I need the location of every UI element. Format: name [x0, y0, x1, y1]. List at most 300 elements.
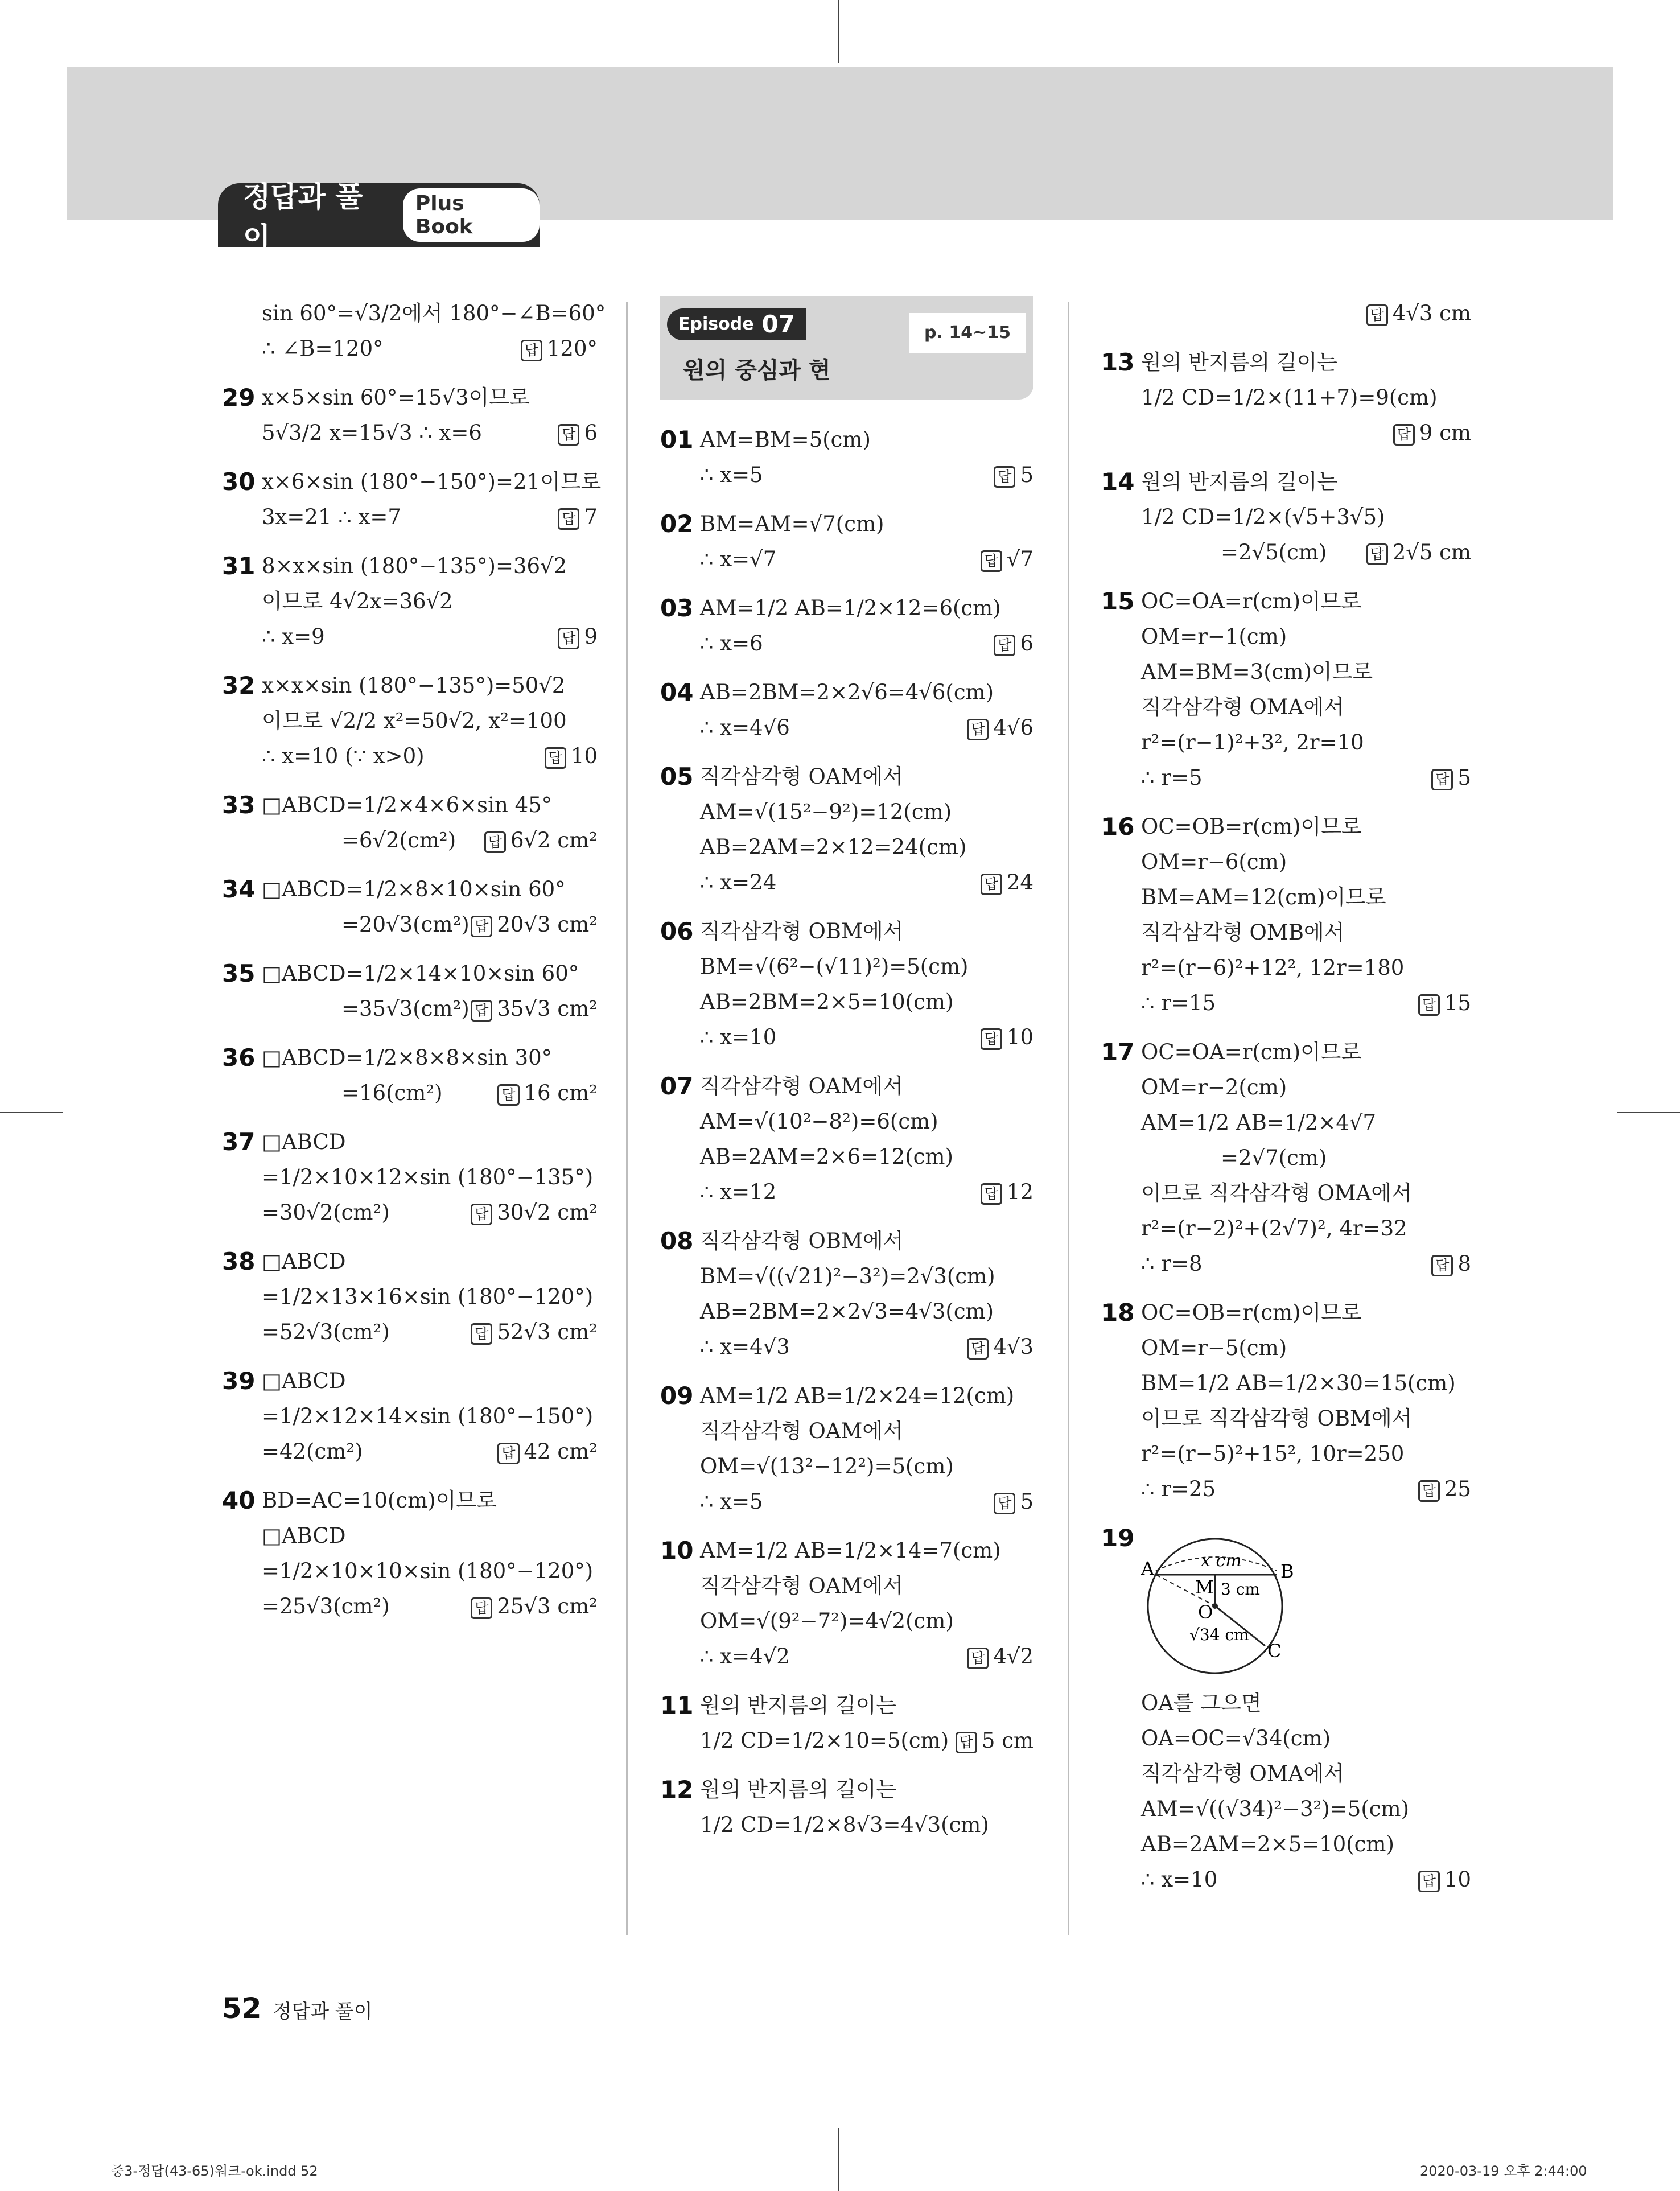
column-divider-2 [1068, 302, 1069, 1935]
problem-number: 18 [1101, 1299, 1135, 1327]
solution-line [1141, 380, 1471, 415]
answer-mark-icon: 답 [1431, 1255, 1453, 1276]
solution-line [1141, 1756, 1471, 1791]
problem-number: 14 [1101, 468, 1135, 496]
solution-text: AB=2AM=2×12=24(cm) [700, 835, 967, 859]
answer [994, 458, 1033, 493]
answer-value: 10 [1006, 1025, 1033, 1049]
answer-mark-icon: 답 [994, 1493, 1015, 1514]
point-o-label: O [1198, 1601, 1213, 1623]
solution-text: =30√2(cm²) [262, 1200, 390, 1225]
answer-value: 25 [1444, 1477, 1471, 1501]
solution-text: =1/2×10×10×sin (180°−120°) [262, 1559, 594, 1583]
solution-line [700, 675, 1033, 710]
solution-text: =35√3(cm²) [341, 996, 470, 1021]
answer-mark-icon: 답 [956, 1732, 977, 1753]
problem-item [660, 422, 1033, 493]
solution-text: ∴ x=5 [700, 463, 763, 487]
solution-line [700, 985, 1033, 1020]
solution-text: □ABCD=1/2×8×8×sin 30° [262, 1045, 553, 1070]
episode-number: 07 [761, 310, 795, 338]
solution-line [262, 1195, 598, 1230]
solution-text: r²=(r−2)²+(2√7)², 4r=32 [1141, 1216, 1407, 1241]
problem-item [222, 296, 606, 366]
answer-mark-icon: 답 [471, 1597, 492, 1619]
answer-mark-icon: 답 [981, 1183, 1002, 1205]
solution-line [262, 415, 598, 451]
problem-number: 07 [660, 1072, 694, 1100]
solution-text: ∴ x=√7 [700, 547, 777, 571]
solution-line [1141, 1436, 1471, 1472]
problem-item [222, 1125, 598, 1230]
solution-text: 원의 반지름의 길이는 [1141, 350, 1338, 374]
solution-line [1141, 1035, 1471, 1070]
oc-length-label: √34 cm [1189, 1625, 1249, 1644]
solution-line [1141, 500, 1471, 535]
answer-mark-icon: 답 [1418, 1480, 1440, 1502]
solution-text: OM=r−6(cm) [1141, 850, 1287, 874]
solution-line [262, 956, 598, 991]
solution-text: =1/2×13×16×sin (180°−120°) [262, 1284, 594, 1309]
episode-badge [667, 308, 806, 340]
solution-line [262, 619, 598, 654]
solution-text: OA=OC=√34(cm) [1141, 1726, 1331, 1751]
problem-item [660, 1533, 1033, 1674]
solution-line [1141, 950, 1471, 986]
problem-item [222, 1483, 598, 1624]
solution-line [700, 1104, 1033, 1139]
solution-text: AB=2AM=2×6=12(cm) [700, 1144, 953, 1169]
solution-text: 직각삼각형 OAM에서 [700, 764, 903, 789]
solution-line [262, 1279, 598, 1315]
problem-number: 06 [660, 917, 694, 945]
problem-number: 13 [1101, 348, 1135, 376]
solution-text: 이므로 직각삼각형 OMA에서 [1141, 1181, 1412, 1205]
solution-line [1141, 690, 1471, 725]
solution-line [1141, 619, 1471, 654]
solution-line [262, 1364, 598, 1399]
solution-text: AM=1/2 AB=1/2×24=12(cm) [700, 1383, 1015, 1408]
answer [1366, 535, 1471, 570]
solution-line [700, 830, 1033, 865]
answer-value: 35√3 cm² [497, 996, 598, 1021]
problem-number: 16 [1101, 813, 1135, 841]
problem-item [1101, 464, 1471, 570]
circle-chord-figure [1141, 1521, 1323, 1686]
problem-number: 05 [660, 763, 694, 790]
answer-value: 5 [1457, 765, 1471, 790]
answer-value: 10 [1444, 1867, 1471, 1892]
answer [471, 1315, 598, 1350]
solution-line [1141, 1105, 1471, 1140]
solution-line [700, 1449, 1033, 1484]
solution-line [700, 1414, 1033, 1449]
solution-line [1141, 760, 1471, 796]
solution-line [700, 1294, 1033, 1329]
solution-text: ∴ x=10 [1141, 1867, 1218, 1892]
answer-mark-icon: 답 [484, 831, 506, 853]
problem-number: 34 [222, 875, 256, 903]
answer [981, 542, 1033, 577]
answer-value: 9 [584, 624, 598, 649]
solution-line [1141, 986, 1471, 1021]
solution-line [700, 1639, 1033, 1674]
solution-line [1141, 1246, 1471, 1282]
solution-text: □ABCD [262, 1369, 346, 1393]
solution-text: BD=AC=10(cm)이므로 [262, 1488, 497, 1513]
problem-number: 37 [222, 1128, 256, 1156]
answer [558, 415, 598, 451]
crop-mark-left [0, 1112, 63, 1113]
problem-number: 02 [660, 510, 694, 538]
solution-line [1141, 1366, 1471, 1401]
solution-text: =20√3(cm²) [341, 912, 470, 937]
point-c-label: C [1267, 1640, 1282, 1662]
solution-line [700, 759, 1033, 794]
solution-line [1141, 845, 1471, 880]
solution-text: □ABCD [262, 1130, 346, 1154]
solution-line [700, 1484, 1033, 1519]
answer-mark-icon: 답 [967, 1338, 989, 1360]
solution-text: =6√2(cm²) [341, 828, 456, 852]
problem-item [660, 1224, 1033, 1365]
problem-number: 08 [660, 1227, 694, 1255]
solution-text: OC=OA=r(cm)이므로 [1141, 589, 1362, 613]
solution-line [700, 1020, 1033, 1055]
solution-text: =2√5(cm) [1221, 540, 1327, 565]
point-m-label: M [1195, 1576, 1214, 1598]
solution-line [700, 794, 1033, 830]
answer-mark-icon: 답 [558, 508, 579, 530]
problem-item [222, 1244, 598, 1350]
solution-text: AM=√(10²−8²)=6(cm) [700, 1109, 938, 1134]
solution-line [700, 542, 1033, 577]
solution-line [262, 739, 598, 774]
solution-text: BM=√(6²−(√11)²)=5(cm) [700, 954, 969, 979]
problem-item [222, 1364, 598, 1469]
solution-line [262, 1040, 598, 1076]
problem-item [1101, 345, 1471, 451]
solution-text: AM=1/2 AB=1/2×12=6(cm) [700, 596, 1001, 620]
solution-text: ∴ x=24 [700, 870, 777, 895]
solution-text: AM=BM=3(cm)이므로 [1141, 660, 1373, 684]
solution-text: ∴ x=5 [700, 1489, 763, 1514]
problem-number: 36 [222, 1044, 256, 1072]
answer-value: 2√5 cm [1392, 540, 1471, 565]
page-number: 52 [222, 1992, 262, 2025]
solution-text: ∴ x=10 (∵ x>0) [262, 744, 425, 768]
answer [981, 1020, 1033, 1055]
answer-value: √7 [1006, 547, 1033, 571]
solution-line [1141, 809, 1471, 845]
solution-line [262, 823, 598, 858]
answer-mark-icon: 답 [967, 719, 989, 740]
solution-line [262, 1160, 598, 1195]
problem-number: 19 [1101, 1524, 1135, 1552]
answer-mark-icon: 답 [1366, 304, 1388, 326]
solution-line [700, 1224, 1033, 1259]
solution-line [700, 914, 1033, 949]
solution-line [262, 991, 598, 1027]
solution-line [1141, 296, 1471, 331]
answer-mark-icon: 답 [471, 1000, 492, 1022]
page-footer [222, 1992, 373, 2025]
answer [967, 1329, 1033, 1365]
problem-number: 11 [660, 1691, 694, 1719]
problem-item [1101, 1295, 1471, 1507]
solution-text: x×6×sin (180°−150°)=21이므로 [262, 470, 602, 494]
episode-pages: p. 14~15 [909, 313, 1026, 353]
problem-number: 15 [1101, 587, 1135, 615]
answer [994, 626, 1033, 661]
solution-line [1141, 1862, 1471, 1897]
solution-line [1141, 880, 1471, 915]
answer-value: 9 cm [1419, 421, 1471, 445]
solution-line [700, 1139, 1033, 1175]
solution-text: 직각삼각형 OBM에서 [700, 919, 904, 944]
solution-line [262, 296, 606, 331]
solution-line [700, 1568, 1033, 1604]
answer-value: 52√3 cm² [497, 1320, 598, 1344]
answer-mark-icon: 답 [967, 1648, 989, 1669]
solution-text: BM=AM=12(cm)이므로 [1141, 885, 1386, 909]
solution-line [700, 1807, 1033, 1843]
problem-item [222, 1040, 598, 1111]
problem-item [660, 1069, 1033, 1210]
answer-value: 5 cm [981, 1728, 1033, 1753]
footer-label: 정답과 풀이 [273, 2000, 373, 2023]
header-title: 정답과 풀이 [243, 180, 363, 254]
solution-text: =1/2×10×12×sin (180°−135°) [262, 1165, 594, 1189]
solution-text: 직각삼각형 OAM에서 [700, 1074, 903, 1098]
solution-line [700, 865, 1033, 900]
problem-item [222, 464, 602, 535]
answer [1393, 415, 1471, 451]
problem-number: 12 [660, 1776, 694, 1803]
solution-line [262, 1399, 598, 1434]
column-divider-1 [626, 302, 628, 1935]
solution-line [262, 464, 602, 500]
solution-text: 직각삼각형 OMB에서 [1141, 920, 1345, 945]
episode-label: Episode [678, 314, 754, 334]
answer-mark-icon: 답 [558, 424, 579, 446]
solution-line [1141, 1791, 1471, 1827]
solution-line [1141, 1211, 1471, 1246]
solution-line [1141, 1331, 1471, 1366]
problem-item [660, 1772, 1033, 1843]
solution-text: 이므로 4√2x=36√2 [262, 589, 453, 613]
solution-text: 원의 반지름의 길이는 [700, 1777, 897, 1802]
solution-line [1141, 415, 1471, 451]
solution-line [1141, 1295, 1471, 1331]
solution-text: OM=r−1(cm) [1141, 624, 1287, 649]
answer-value: 6 [584, 421, 598, 445]
solution-text: 1/2 CD=1/2×10=5(cm) [700, 1728, 949, 1753]
solution-text: OA를 그으면 [1141, 1691, 1262, 1715]
problem-number: 17 [1101, 1038, 1135, 1066]
solution-text: 3x=21 ∴ x=7 [262, 505, 401, 529]
answer [558, 619, 598, 654]
problem-number: 32 [222, 672, 256, 699]
solution-text: x×x×sin (180°−135°)=50√2 [262, 673, 566, 698]
answer-mark-icon: 답 [471, 1323, 492, 1345]
problem-item [660, 675, 1033, 746]
problem-item [660, 506, 1033, 577]
solution-text: ∴ ∠B=120° [262, 336, 384, 361]
solution-text: =25√3(cm²) [262, 1594, 390, 1618]
answer-mark-icon: 답 [981, 550, 1002, 572]
answer-mark-icon: 답 [994, 635, 1015, 656]
answer-value: 16 cm² [524, 1081, 598, 1105]
answer [1366, 296, 1471, 331]
solution-line [700, 506, 1033, 542]
crop-mark-right [1617, 1112, 1680, 1113]
answer-value: 120° [546, 336, 598, 361]
solution-line [1141, 1686, 1471, 1721]
solution-text: ∴ x=9 [262, 624, 325, 649]
solution-line [262, 1483, 598, 1518]
point-a-label: A [1141, 1558, 1155, 1579]
solution-text: BM=AM=√7(cm) [700, 512, 884, 536]
solution-text: AM=1/2 AB=1/2×14=7(cm) [700, 1538, 1001, 1563]
solution-line [1141, 1070, 1471, 1105]
solution-line [700, 458, 1033, 493]
solution-text: ∴ x=6 [700, 631, 763, 656]
solution-text: □ABCD=1/2×8×10×sin 60° [262, 877, 566, 901]
problem-number: 09 [660, 1382, 694, 1410]
solution-line [262, 1244, 598, 1279]
solution-line [262, 1125, 598, 1160]
problem-item [660, 591, 1033, 661]
om-length-label: 3 cm [1221, 1580, 1260, 1599]
solution-line [262, 500, 598, 535]
answer [967, 710, 1033, 746]
solution-text: AB=2AM=2×5=10(cm) [1141, 1832, 1394, 1856]
solution-line [1141, 345, 1471, 380]
solution-text: □ABCD [262, 1249, 346, 1274]
solution-line [262, 331, 598, 366]
column-3 [1101, 296, 1471, 1911]
problem-number: 39 [222, 1367, 256, 1395]
problem-item [1101, 809, 1471, 1021]
solution-text: □ABCD=1/2×4×6×sin 45° [262, 793, 553, 817]
answer [1431, 1246, 1471, 1282]
problem-item [222, 788, 598, 858]
answer [956, 1723, 1033, 1758]
answer-value: 24 [1006, 870, 1033, 895]
problem-item [660, 914, 1033, 1055]
solution-text: ∴ r=5 [1141, 765, 1203, 790]
solution-text: AM=1/2 AB=1/2×4√7 [1141, 1110, 1377, 1135]
solution-text: 직각삼각형 OAM에서 [700, 1574, 903, 1598]
solution-line [262, 1076, 598, 1111]
answer-mark-icon: 답 [1418, 1871, 1440, 1892]
answer-mark-icon: 답 [1366, 543, 1388, 565]
solution-text: 1/2 CD=1/2×8√3=4√3(cm) [700, 1813, 989, 1837]
solution-text: =1/2×12×14×sin (180°−150°) [262, 1404, 594, 1428]
solution-line [262, 1589, 598, 1624]
solution-line [1141, 725, 1471, 760]
solution-line [700, 1772, 1033, 1807]
solution-text: ∴ x=4√3 [700, 1335, 790, 1359]
solution-text: r²=(r−6)²+12², 12r=180 [1141, 956, 1405, 980]
answer [545, 739, 598, 774]
solution-text: □ABCD [262, 1523, 346, 1548]
solution-line [700, 1259, 1033, 1294]
solution-line [700, 949, 1033, 985]
crop-mark-top [838, 0, 839, 63]
answer-mark-icon: 답 [981, 874, 1002, 895]
solution-text: =52√3(cm²) [262, 1320, 390, 1344]
solution-text: 5√3/2 x=15√3 ∴ x=6 [262, 421, 482, 445]
answer-value: 30√2 cm² [497, 1200, 598, 1225]
problem-item [660, 1688, 1033, 1758]
problem-item [222, 549, 598, 654]
solution-line [700, 626, 1033, 661]
answer-mark-icon: 답 [471, 916, 492, 937]
solution-line [1141, 584, 1471, 619]
solution-text: 이므로 √2/2 x²=50√2, x²=100 [262, 709, 567, 733]
solution-line [262, 703, 598, 739]
episode-header [660, 296, 1033, 400]
solution-text: 직각삼각형 OBM에서 [700, 1229, 904, 1253]
answer [497, 1434, 598, 1469]
answer [521, 331, 598, 366]
solution-line [700, 1378, 1033, 1414]
problem-number: 04 [660, 678, 694, 706]
answer-mark-icon: 답 [1418, 994, 1440, 1016]
solution-text: OC=OB=r(cm)이므로 [1141, 814, 1362, 839]
problem-item [222, 668, 598, 774]
problem-item [222, 380, 598, 451]
solution-text: ∴ x=12 [700, 1180, 777, 1204]
solution-line [1141, 464, 1471, 500]
solution-text: OM=r−2(cm) [1141, 1075, 1287, 1099]
solution-text: =16(cm²) [341, 1081, 443, 1105]
solution-text: AM=√((√34)²−3²)=5(cm) [1141, 1797, 1410, 1821]
answer-mark-icon: 답 [1393, 424, 1415, 446]
solution-line [700, 591, 1033, 626]
problem-item [1101, 296, 1471, 331]
answer-mark-icon: 답 [1431, 769, 1453, 790]
answer [471, 1589, 598, 1624]
answer-value: 4√3 [993, 1335, 1033, 1359]
solution-text: OM=√(13²−12²)=5(cm) [700, 1454, 954, 1478]
solution-text: BM=√((√21)²−3²)=2√3(cm) [700, 1264, 995, 1288]
solution-line [262, 1554, 598, 1589]
solution-line [262, 907, 598, 942]
answer-mark-icon: 답 [994, 466, 1015, 488]
answer [1418, 1472, 1471, 1507]
solution-text: 8×x×sin (180°−135°)=36√2 [262, 554, 567, 578]
solution-line [700, 422, 1033, 458]
column-1 [222, 296, 606, 1638]
solution-text: 직각삼각형 OMA에서 [1141, 1761, 1344, 1786]
answer-mark-icon: 답 [497, 1084, 519, 1106]
solution-line [700, 1688, 1033, 1723]
solution-line [700, 1604, 1033, 1639]
solution-line [700, 1533, 1033, 1568]
problem-item [1101, 584, 1471, 796]
solution-line [1141, 1401, 1471, 1436]
solution-text: r²=(r−5)²+15², 10r=250 [1141, 1442, 1405, 1466]
solution-text: AM=√(15²−9²)=12(cm) [700, 800, 952, 824]
solution-line [262, 1315, 598, 1350]
solution-text: AB=2BM=2×2√3=4√3(cm) [700, 1299, 994, 1324]
plus-book-badge: Plus Book [403, 188, 540, 242]
solution-line [700, 1175, 1033, 1210]
answer-mark-icon: 답 [521, 340, 542, 361]
